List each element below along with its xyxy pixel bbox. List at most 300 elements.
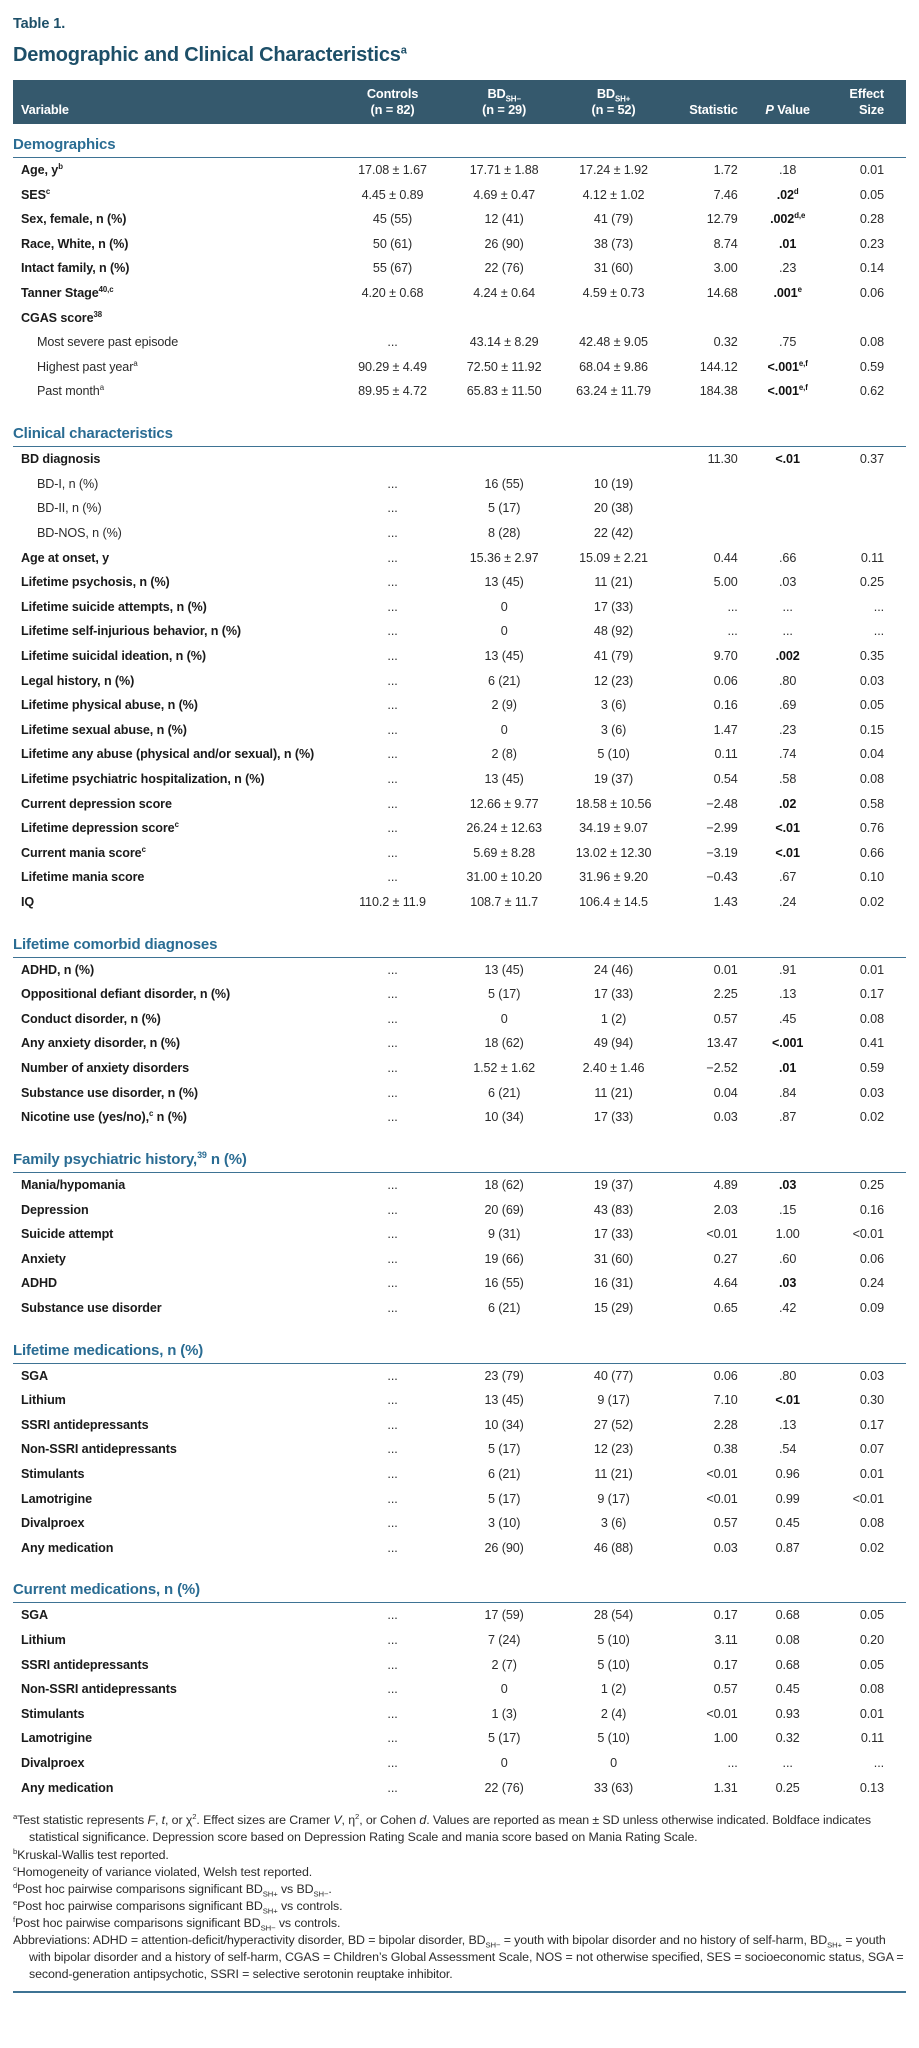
cell-bdshm: 8 (28) bbox=[487, 525, 521, 540]
cell-controls: ... bbox=[387, 1227, 398, 1242]
table-row bbox=[13, 1487, 906, 1512]
cell-stat: 2.03 bbox=[713, 1202, 738, 1217]
row-label: Race, White, n (%) bbox=[21, 236, 129, 251]
table-row bbox=[13, 669, 906, 694]
footnote: $^e$Post hoc pairwise comparisons significant $BD_{SH+}$ vs controls. bbox=[13, 1897, 343, 1916]
cell-bdshm: 18 (62) bbox=[484, 1036, 524, 1051]
row-label: Age, $y^b$ bbox=[21, 161, 63, 177]
cell-bdshm: 6 (21) bbox=[487, 1300, 521, 1315]
table-row bbox=[13, 1081, 906, 1106]
cell-p: .24 bbox=[779, 895, 797, 910]
table-row bbox=[13, 496, 906, 521]
cell-bdshp: 68.04 ± 9.86 bbox=[579, 359, 648, 374]
cell-p: <.01 bbox=[775, 452, 800, 467]
cell-controls: ... bbox=[387, 525, 398, 540]
row-label: Lifetime suicidal ideation, n (%) bbox=[21, 648, 206, 663]
table-row bbox=[13, 742, 906, 767]
cell-p: 0.45 bbox=[775, 1682, 800, 1697]
cell-stat: 0.04 bbox=[713, 1085, 738, 1100]
cell-controls: ... bbox=[387, 771, 398, 786]
row-label: Lifetime depression score$^c$ bbox=[21, 820, 179, 836]
cell-p: .02$^d$ bbox=[776, 186, 799, 202]
row-label: Lamotrigine bbox=[21, 1731, 92, 1746]
cell-stat: 0.03 bbox=[713, 1110, 738, 1125]
row-label: SGA bbox=[21, 1368, 48, 1383]
cell-bdshm: 108.7 ± 11.7 bbox=[470, 895, 539, 910]
cell-bdshm: 72.50 ± 11.92 bbox=[466, 359, 542, 374]
table-row bbox=[13, 1653, 906, 1678]
cell-p: $<.001^{e,f}$ bbox=[767, 383, 808, 399]
cell-stat: 3.00 bbox=[713, 261, 738, 276]
cell-controls bbox=[334, 447, 450, 472]
cell-controls: ... bbox=[387, 648, 398, 663]
row-label: Non-SSRI antidepressants bbox=[21, 1682, 177, 1697]
table-row bbox=[13, 1247, 906, 1272]
cell-stat: ... bbox=[727, 624, 738, 639]
table-row bbox=[13, 521, 906, 546]
cell-controls: ... bbox=[387, 845, 398, 860]
row-label: Lifetime sexual abuse, n (%) bbox=[21, 722, 187, 737]
cell-stat bbox=[669, 472, 749, 497]
cell-bdshm: 1.52 ± 1.62 bbox=[473, 1061, 536, 1076]
cell-p: <.01 bbox=[775, 821, 800, 836]
cell-bdshm: 0 bbox=[500, 624, 508, 639]
cell-bdshp: 22 (42) bbox=[593, 525, 634, 540]
cell-stat: 3.11 bbox=[714, 1633, 738, 1648]
cell-bdshm: 5 (17) bbox=[487, 501, 521, 516]
cell-controls: ... bbox=[387, 1633, 398, 1648]
row-label: ADHD, n (%) bbox=[21, 962, 95, 977]
cell-p: 0.93 bbox=[775, 1706, 800, 1721]
table-row bbox=[13, 595, 906, 620]
table-title-superscript: a bbox=[400, 44, 407, 57]
cell-bdshm: 19 (66) bbox=[484, 1251, 524, 1266]
cell-effect: 0.01 bbox=[859, 1467, 884, 1481]
row-label: Depression bbox=[21, 1202, 89, 1217]
row-label: Lithium bbox=[21, 1633, 66, 1648]
cell-bdshp: 1 (2) bbox=[600, 1011, 627, 1026]
row-label: IQ bbox=[21, 895, 35, 910]
row-label: SGA bbox=[21, 1608, 48, 1623]
cell-bdshm: 13 (45) bbox=[484, 1393, 524, 1408]
cell-bdshp: 3 (6) bbox=[600, 698, 627, 713]
row-label: Tanner Stage$^{40,c}$ bbox=[21, 284, 114, 301]
cell-controls: 50 (61) bbox=[372, 236, 413, 251]
row-label: BD-NOS, n (%) bbox=[37, 525, 122, 540]
footnote: Abbreviations: ADHD = attention-deficit/hyperactivity disorder, BD = bipolar disorder, $BD_{SH-}$ = youth with bipolar disorder and no history of self-harm, $BD_{SH+}$ = youth with bipolar disorder and a history of self-harm, CGAS = Children’s Global Assessment Scale, NOS = not otherwise specified, SES = socioeconomic status, SGA = second-generation antipsychotic, SSRI = selective serotonin reuptake inhibitor. bbox=[13, 1933, 904, 1982]
row-label: Stimulants bbox=[21, 1706, 85, 1721]
bottom-rule bbox=[13, 1991, 906, 1993]
table-row bbox=[13, 816, 906, 841]
cell-p: .69 bbox=[779, 698, 797, 713]
cell-stat: 13.47 bbox=[706, 1036, 738, 1051]
cell-stat: 2.25 bbox=[713, 987, 738, 1002]
table-row bbox=[13, 718, 906, 743]
cell-effect: 0.07 bbox=[859, 1442, 884, 1457]
cell-stat: 184.38 bbox=[699, 384, 738, 399]
cell-bdshp: 9 (17) bbox=[597, 1491, 630, 1506]
cell-p: 0.08 bbox=[775, 1633, 800, 1648]
cell-p: .91 bbox=[779, 962, 797, 977]
cell-controls: ... bbox=[387, 1011, 398, 1026]
cell-controls: ... bbox=[387, 1393, 398, 1408]
cell-bdshp: 17 (33) bbox=[593, 1227, 634, 1242]
cell-effect: 0.11 bbox=[860, 1731, 884, 1746]
cell-bdshp: 5 (10) bbox=[597, 1731, 630, 1746]
cell-stat: 0.57 bbox=[713, 1682, 738, 1697]
cell-controls: ... bbox=[387, 476, 398, 491]
row-label: Any medication bbox=[21, 1780, 114, 1795]
table-label: Table 1. bbox=[13, 16, 66, 32]
row-label: Anxiety bbox=[21, 1251, 66, 1266]
cell-effect: 0.08 bbox=[859, 771, 884, 786]
cell-bdshp: 2.40 ± 1.46 bbox=[582, 1061, 645, 1076]
cell-controls: 89.95 ± 4.72 bbox=[358, 384, 427, 399]
table-row bbox=[13, 207, 906, 232]
cell-controls: ... bbox=[387, 1682, 398, 1697]
cell-bdshm: 0 bbox=[500, 722, 508, 737]
cell-stat: 0.57 bbox=[713, 1011, 738, 1026]
cell-bdshp: 5 (10) bbox=[597, 1657, 630, 1672]
cell-bdshm: 5 (17) bbox=[487, 1442, 521, 1457]
cell-effect: 0.24 bbox=[859, 1276, 884, 1291]
table-row bbox=[13, 1751, 906, 1776]
cell-p: 0.32 bbox=[775, 1731, 800, 1746]
row-label: Divalproex bbox=[21, 1756, 85, 1771]
cell-controls: 4.20 ± 0.68 bbox=[361, 286, 424, 301]
cell-effect: 0.35 bbox=[859, 648, 884, 663]
cell-effect: 0.01 bbox=[859, 962, 884, 977]
cell-bdshp: 27 (52) bbox=[593, 1417, 634, 1432]
cell-bdshp: 2 (4) bbox=[600, 1706, 627, 1721]
cell-bdshm: 26 (90) bbox=[484, 236, 524, 251]
cell-controls: ... bbox=[387, 1780, 398, 1795]
row-label: Current mania score$^c$ bbox=[21, 844, 146, 860]
row-label: Lifetime psychosis, n (%) bbox=[21, 575, 170, 590]
footnote: $^b$Kruskal-Wallis test reported. bbox=[13, 1846, 169, 1862]
cell-effect: <0.01 bbox=[852, 1491, 884, 1506]
cell-stat: 5.00 bbox=[713, 575, 738, 590]
cell-bdshp: 13.02 ± 12.30 bbox=[575, 845, 652, 860]
cell-effect: 0.20 bbox=[859, 1633, 884, 1648]
cell-effect: 0.14 bbox=[859, 261, 884, 276]
cell-p bbox=[750, 306, 826, 331]
cell-bdshm: 12 (41) bbox=[484, 212, 524, 227]
cell-bdshm: 4.24 ± 0.64 bbox=[473, 286, 536, 301]
cell-bdshp: 63.24 ± 11.79 bbox=[576, 384, 651, 399]
cell-controls: 110.2 ± 11.9 bbox=[359, 895, 426, 910]
table-row bbox=[13, 1271, 906, 1296]
cell-controls: ... bbox=[387, 1756, 398, 1771]
cell-controls: ... bbox=[387, 1467, 398, 1481]
section-row-demographics bbox=[13, 124, 906, 158]
cell-effect: 0.03 bbox=[859, 673, 884, 688]
cell-p: 0.45 bbox=[775, 1516, 800, 1531]
table-row bbox=[13, 644, 906, 669]
table-row bbox=[13, 1536, 906, 1561]
section-row-family_history bbox=[13, 1130, 906, 1173]
cell-p: .01 bbox=[779, 236, 797, 251]
row-label: Lithium bbox=[21, 1393, 66, 1408]
cell-bdshp: 48 (92) bbox=[593, 624, 634, 639]
cell-stat: <0.01 bbox=[706, 1706, 738, 1721]
cell-p: .01 bbox=[779, 1061, 797, 1076]
cell-controls: ... bbox=[387, 624, 398, 639]
cell-bdshm: 4.69 ± 0.47 bbox=[473, 187, 536, 202]
cell-p: .03 bbox=[779, 1276, 797, 1291]
cell-effect: 0.25 bbox=[859, 575, 884, 590]
cell-effect bbox=[826, 496, 906, 521]
cell-controls: ... bbox=[387, 1300, 398, 1315]
cell-bdshp: 9 (17) bbox=[597, 1393, 630, 1408]
section-title-demographics: Demographics bbox=[13, 135, 116, 153]
cell-effect: 0.02 bbox=[859, 1540, 884, 1555]
column-header-p: P Value bbox=[750, 80, 826, 124]
cell-controls: ... bbox=[387, 575, 398, 590]
row-label: Suicide attempt bbox=[21, 1227, 114, 1242]
cell-bdshm: 13 (45) bbox=[484, 962, 524, 977]
cell-bdshp: 12 (23) bbox=[593, 673, 634, 688]
cell-effect bbox=[826, 521, 906, 546]
cell-effect bbox=[826, 472, 906, 497]
cell-effect: 0.28 bbox=[859, 212, 884, 227]
cell-bdshp: 4.59 ± 0.73 bbox=[582, 286, 645, 301]
cell-bdshp: 31 (60) bbox=[593, 261, 634, 276]
cell-p: .45 bbox=[779, 1011, 797, 1026]
table-row bbox=[13, 1628, 906, 1653]
cell-controls: ... bbox=[387, 821, 398, 836]
cell-p: .002 bbox=[775, 648, 800, 663]
cell-effect: 0.37 bbox=[859, 452, 884, 467]
row-label: BD diagnosis bbox=[21, 452, 101, 467]
table-row bbox=[13, 1031, 906, 1056]
cell-controls: ... bbox=[387, 1368, 398, 1383]
cell-stat: 0.17 bbox=[713, 1608, 738, 1623]
cell-stat: 0.27 bbox=[713, 1251, 738, 1266]
cell-controls: ... bbox=[387, 1276, 398, 1291]
table-row bbox=[13, 1702, 906, 1727]
cell-effect: 0.04 bbox=[859, 747, 884, 762]
row-label: SES$^c$ bbox=[21, 186, 51, 202]
cell-bdshp: 3 (6) bbox=[600, 722, 627, 737]
footnotes bbox=[13, 1812, 906, 1983]
cell-effect: 0.02 bbox=[859, 1110, 884, 1125]
cell-p: .87 bbox=[779, 1110, 797, 1125]
cell-bdshp: 18.58 ± 10.56 bbox=[575, 796, 652, 811]
cell-p: .002$^{d,e}$ bbox=[770, 211, 806, 227]
cell-bdshp: 49 (94) bbox=[593, 1036, 634, 1051]
cell-bdshp: 15 (29) bbox=[593, 1300, 634, 1315]
table-row bbox=[13, 1677, 906, 1702]
row-label: BD-II, n (%) bbox=[37, 501, 102, 516]
cell-effect: 0.06 bbox=[859, 1251, 884, 1266]
row-label: Sex, female, n (%) bbox=[21, 212, 127, 227]
row-label: Lifetime psychiatric hospitalization, n (%) bbox=[21, 771, 265, 786]
row-label: Any anxiety disorder, n (%) bbox=[21, 1036, 180, 1051]
cell-controls: ... bbox=[387, 1085, 398, 1100]
cell-bdshm: 13 (45) bbox=[484, 771, 524, 786]
cell-p: .75 bbox=[779, 335, 797, 350]
cell-bdshp: 15.09 ± 2.21 bbox=[579, 550, 648, 565]
row-label: Current depression score bbox=[21, 796, 172, 811]
table-row bbox=[13, 379, 906, 404]
row-label: Lifetime self-injurious behavior, n (%) bbox=[21, 624, 242, 639]
cell-bdshm: 23 (79) bbox=[484, 1368, 524, 1383]
cell-bdshp: 17 (33) bbox=[593, 1110, 634, 1125]
row-label: Highest past year$^a$ bbox=[37, 358, 138, 374]
cell-bdshp: 17 (33) bbox=[593, 987, 634, 1002]
cell-stat: 0.06 bbox=[713, 673, 738, 688]
cell-effect bbox=[826, 306, 906, 331]
table-row bbox=[13, 1198, 906, 1223]
row-label: SSRI antidepressants bbox=[21, 1417, 149, 1432]
table-title-text: Demographic and Clinical Characteristics bbox=[13, 44, 401, 66]
table-row bbox=[13, 1462, 906, 1487]
row-label: Lamotrigine bbox=[21, 1491, 92, 1506]
cell-stat: 11.30 bbox=[707, 452, 738, 467]
cell-bdshm: 13 (45) bbox=[484, 648, 524, 663]
column-header-controls: Controls (n = 82) bbox=[334, 80, 450, 124]
cell-p: .18 bbox=[779, 162, 797, 177]
cell-stat: 7.10 bbox=[713, 1393, 738, 1408]
cell-stat: 1.00 bbox=[713, 1731, 738, 1746]
cell-bdshm: 15.36 ± 2.97 bbox=[469, 550, 539, 565]
cell-p: .80 bbox=[779, 673, 797, 688]
table-row bbox=[13, 256, 906, 281]
cell-bdshm: 6 (21) bbox=[487, 1085, 521, 1100]
footnote: $^f$Post hoc pairwise comparisons significant $BD_{SH-}$ vs controls. bbox=[13, 1914, 341, 1933]
cell-p: ... bbox=[782, 624, 793, 639]
cell-effect: 0.62 bbox=[859, 384, 884, 399]
table-row bbox=[13, 281, 906, 306]
cell-p bbox=[750, 496, 826, 521]
cell-effect: 0.30 bbox=[859, 1393, 884, 1408]
cell-bdshm: 5 (17) bbox=[487, 1491, 521, 1506]
table-row bbox=[13, 1776, 906, 1801]
cell-bdshp: 46 (88) bbox=[593, 1540, 634, 1555]
cell-bdshp: 17 (33) bbox=[593, 599, 634, 614]
cell-stat: 1.31 bbox=[713, 1780, 738, 1795]
cell-effect: 0.05 bbox=[859, 1608, 884, 1623]
cell-bdshp: 24 (46) bbox=[593, 962, 634, 977]
row-label: Nicotine use (yes/no),$^c$ n (%) bbox=[21, 1109, 187, 1125]
row-label: Past month$^a$ bbox=[37, 383, 104, 399]
cell-effect: 0.41 bbox=[859, 1036, 884, 1051]
cell-controls: ... bbox=[387, 1657, 398, 1672]
cell-stat: 1.43 bbox=[713, 895, 738, 910]
row-label: Mania/hypomania bbox=[21, 1177, 126, 1192]
footnote: $^c$Homogeneity of variance violated, Welsh test reported. bbox=[13, 1863, 313, 1879]
cell-controls: ... bbox=[387, 722, 398, 737]
cell-bdshp: 12 (23) bbox=[593, 1442, 634, 1457]
cell-stat: 0.54 bbox=[713, 771, 738, 786]
cell-bdshp: 41 (79) bbox=[593, 648, 634, 663]
table-row bbox=[13, 1105, 906, 1130]
row-label: Stimulants bbox=[21, 1467, 85, 1481]
cell-controls: ... bbox=[387, 1608, 398, 1623]
cell-bdshm: 31.00 ± 10.20 bbox=[466, 870, 542, 885]
cell-p: 0.25 bbox=[775, 1780, 800, 1795]
table-row bbox=[13, 841, 906, 866]
cell-bdshm: 22 (76) bbox=[484, 261, 524, 276]
cell-stat: 9.70 bbox=[713, 648, 738, 663]
cell-controls: ... bbox=[387, 501, 398, 516]
cell-effect: 0.03 bbox=[859, 1368, 884, 1383]
cell-bdshm: 5 (17) bbox=[487, 987, 521, 1002]
cell-bdshp: 43 (83) bbox=[593, 1202, 634, 1217]
cell-bdshm: 2 (8) bbox=[491, 747, 517, 762]
cell-controls: ... bbox=[387, 870, 398, 885]
cell-effect: 0.06 bbox=[859, 286, 884, 301]
row-label: BD-I, n (%) bbox=[37, 476, 99, 491]
cell-effect: 0.01 bbox=[859, 1706, 884, 1721]
table-row bbox=[13, 1172, 906, 1197]
cell-p: ... bbox=[782, 1756, 793, 1771]
cell-p: .02 bbox=[779, 796, 797, 811]
table-row bbox=[13, 982, 906, 1007]
table-row bbox=[13, 890, 906, 915]
row-label: Substance use disorder, n (%) bbox=[21, 1085, 198, 1100]
cell-effect: 0.03 bbox=[859, 1085, 884, 1100]
table-row bbox=[13, 1437, 906, 1462]
cell-stat: <0.01 bbox=[706, 1467, 738, 1481]
cell-p: .03 bbox=[779, 1177, 797, 1192]
cell-p: 0.68 bbox=[775, 1657, 800, 1672]
cell-stat bbox=[669, 496, 749, 521]
cell-controls: ... bbox=[387, 796, 398, 811]
table-row bbox=[13, 693, 906, 718]
cell-bdshm: 10 (34) bbox=[484, 1110, 524, 1125]
cell-controls: ... bbox=[387, 1706, 398, 1721]
row-label: Lifetime mania score bbox=[21, 870, 145, 885]
cell-bdshm: 5.69 ± 8.28 bbox=[473, 845, 536, 860]
table-row bbox=[13, 570, 906, 595]
cell-stat: 0.32 bbox=[713, 335, 738, 350]
cell-bdshm: 0 bbox=[500, 1682, 508, 1697]
cell-controls: ... bbox=[387, 1251, 398, 1266]
cell-controls: ... bbox=[387, 1202, 398, 1217]
column-header-stat: Statistic bbox=[669, 80, 749, 124]
cell-stat: 0.01 bbox=[713, 962, 738, 977]
cell-effect: 0.15 bbox=[859, 722, 884, 737]
table-row bbox=[13, 232, 906, 257]
cell-effect: 0.66 bbox=[859, 845, 884, 860]
cell-effect: 0.05 bbox=[859, 187, 884, 202]
table-row bbox=[13, 619, 906, 644]
table-row bbox=[13, 355, 906, 380]
cell-stat: 2.28 bbox=[713, 1417, 738, 1432]
cell-bdshm: 16 (55) bbox=[484, 1276, 524, 1291]
cell-effect: 0.59 bbox=[859, 359, 884, 374]
cell-stat: 4.89 bbox=[713, 1177, 738, 1192]
cell-bdshm: 65.83 ± 11.50 bbox=[466, 384, 542, 399]
cell-bdshm: 13 (45) bbox=[484, 575, 524, 590]
cell-controls: ... bbox=[387, 1540, 398, 1555]
section-row-current_medications bbox=[13, 1560, 906, 1603]
cell-bdshm: 20 (69) bbox=[484, 1202, 524, 1217]
table-row bbox=[13, 957, 906, 982]
cell-bdshm bbox=[451, 306, 558, 331]
table-header bbox=[13, 80, 906, 124]
row-label: Divalproex bbox=[21, 1516, 85, 1531]
table-row bbox=[13, 1222, 906, 1247]
table-row bbox=[13, 1007, 906, 1032]
table-row bbox=[13, 1603, 906, 1628]
cell-effect: 0.59 bbox=[859, 1061, 884, 1076]
cell-stat: −2.48 bbox=[706, 796, 738, 811]
cell-p bbox=[750, 472, 826, 497]
cell-bdshp: 28 (54) bbox=[593, 1608, 634, 1623]
